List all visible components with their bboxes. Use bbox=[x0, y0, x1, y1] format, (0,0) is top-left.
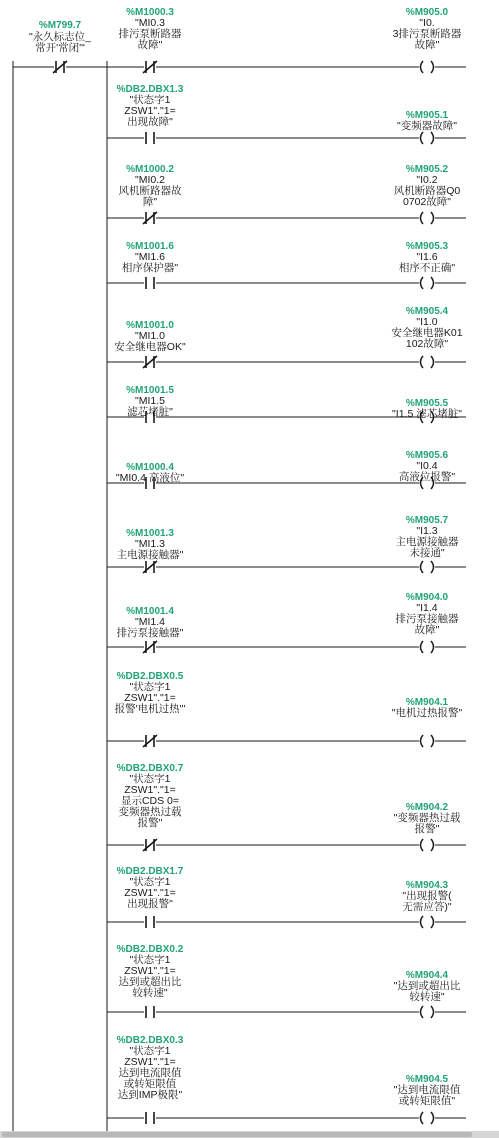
contact-label: "状态字1 ZSW1"."1= 达到电流限值 或转矩限值 达到IMP极限" bbox=[117, 1045, 183, 1101]
permissive-contact[interactable] bbox=[53, 61, 67, 73]
contact-address: %M1001.5 bbox=[126, 385, 174, 396]
contact-label: "MI1.5 滤芯堵脏" bbox=[127, 395, 173, 418]
coil-label: "达到电流限值 或转矩限值" bbox=[393, 1084, 461, 1107]
contact-address: %M1000.2 bbox=[126, 164, 174, 175]
coil-8[interactable] bbox=[421, 561, 434, 573]
contact-address: %M1001.6 bbox=[126, 241, 174, 252]
coil-label: "出现报警( 无需应答)" bbox=[402, 890, 452, 913]
contact-address: %M1000.4 bbox=[126, 462, 174, 473]
contact-label: "状态字1 ZSW1"."1= 出现故障" bbox=[124, 94, 176, 128]
contact-address: %M1000.3 bbox=[126, 7, 174, 18]
coil-address: %M904.5 bbox=[405, 1074, 449, 1085]
coil-address: %M905.3 bbox=[405, 241, 449, 252]
contact-address: %DB2.DBX0.3 bbox=[116, 1035, 184, 1046]
coil-label: "I0.2 风机断路器Q0 0702故障" bbox=[393, 174, 461, 208]
contact-label: "状态字1 ZSW1"."1= 达到或超出比 较转速" bbox=[118, 954, 182, 999]
coil-address: %M905.2 bbox=[405, 164, 449, 175]
coil-address: %M904.1 bbox=[405, 697, 449, 708]
contact-address: %DB2.DBX0.2 bbox=[116, 944, 184, 955]
contact-4[interactable] bbox=[146, 277, 154, 289]
contact-8[interactable] bbox=[143, 561, 157, 573]
coil-label: "I0. 3排污泵断路器 故障" bbox=[392, 17, 462, 51]
coil-3[interactable] bbox=[421, 212, 434, 224]
contact-2[interactable] bbox=[146, 132, 154, 144]
coil-2[interactable] bbox=[421, 132, 434, 144]
coil-address: %M905.1 bbox=[405, 110, 449, 121]
coil-address: %M904.4 bbox=[405, 970, 449, 981]
coil-address: %M905.4 bbox=[405, 306, 449, 317]
coil-label: "I1.6 相序不正确" bbox=[398, 251, 456, 274]
scrollbar-thumb[interactable] bbox=[2, 1132, 472, 1137]
contact-label: "状态字1 ZSW1"."1= 出现报警" bbox=[124, 876, 176, 910]
coil-9[interactable] bbox=[421, 641, 434, 653]
coil-13[interactable] bbox=[421, 1006, 434, 1018]
contact-label: "MI1.6 相序保护器" bbox=[121, 251, 179, 274]
coil-address: %M905.7 bbox=[405, 515, 449, 526]
contact-address: %M1001.4 bbox=[126, 606, 174, 617]
contact-9[interactable] bbox=[143, 641, 157, 653]
coil-12[interactable] bbox=[421, 916, 434, 928]
contact-3[interactable] bbox=[143, 212, 157, 224]
permissive-address: %M799.7 bbox=[38, 20, 82, 31]
coil-10[interactable] bbox=[421, 735, 434, 747]
contact-label: "状态字1 ZSW1"."1= 显示CDS 0= 变频器热过载 报警" bbox=[118, 773, 182, 829]
coil-address: %M904.2 bbox=[405, 802, 449, 813]
coil-11[interactable] bbox=[421, 839, 434, 851]
contact-label: "状态字1 ZSW1"."1= 报警'电机过热'" bbox=[114, 681, 186, 715]
contact-address: %DB2.DBX1.3 bbox=[116, 84, 184, 95]
contact-1[interactable] bbox=[143, 61, 157, 73]
contact-5[interactable] bbox=[143, 356, 157, 368]
contact-address: %DB2.DBX0.7 bbox=[116, 763, 184, 774]
horizontal-scrollbar[interactable] bbox=[0, 1131, 499, 1138]
coil-address: %M905.6 bbox=[405, 450, 449, 461]
contact-14[interactable] bbox=[146, 1112, 154, 1124]
coil-label: "I1.0 安全继电器K01 102故障" bbox=[391, 316, 463, 350]
coil-label: "I1.4 排污泵接触器 故障" bbox=[395, 602, 459, 636]
contact-label: "MI0.3 排污泵断路器 故障" bbox=[118, 17, 182, 51]
coil-label: "变频器热过载 报警" bbox=[393, 812, 461, 835]
contact-address: %DB2.DBX1.7 bbox=[116, 866, 184, 877]
coil-4[interactable] bbox=[421, 277, 434, 289]
contact-label: "MI1.4 排污泵接触器" bbox=[116, 616, 184, 639]
coil-address: %M905.0 bbox=[405, 7, 449, 18]
coil-label: "I0.4 高液位报警" bbox=[398, 460, 456, 483]
contact-10[interactable] bbox=[143, 735, 157, 747]
contact-12[interactable] bbox=[146, 916, 154, 928]
permissive-label: "永久标志位_ 常开'常闭'" bbox=[28, 31, 92, 54]
contact-address: %M1001.3 bbox=[126, 528, 174, 539]
contact-address: %DB2.DBX0.5 bbox=[116, 671, 184, 682]
coil-label: "变频器故障" bbox=[397, 120, 457, 132]
coil-label: "达到或超出比 较转速" bbox=[393, 980, 461, 1003]
coil-label: "I1.3 主电源接触器 未接通" bbox=[395, 525, 459, 559]
contact-label: "MI0.4 高液位" bbox=[115, 472, 185, 484]
coil-address: %M905.5 bbox=[405, 398, 449, 409]
contact-label: "MI1.3 主电源接触器" bbox=[116, 538, 184, 561]
contact-label: "MI1.0 安全继电器OK" bbox=[114, 330, 186, 353]
coil-label: "电机过热报警" bbox=[391, 707, 463, 719]
coil-14[interactable] bbox=[421, 1112, 434, 1124]
contact-label: "MI0.2 风机断路器故 障" bbox=[118, 174, 182, 208]
contact-11[interactable] bbox=[143, 839, 157, 851]
coil-1[interactable] bbox=[421, 61, 434, 73]
coil-5[interactable] bbox=[421, 356, 434, 368]
coil-label: "I1.5 滤芯堵脏" bbox=[392, 408, 462, 420]
coil-address: %M904.3 bbox=[405, 880, 449, 891]
contact-address: %M1001.0 bbox=[126, 320, 174, 331]
contact-13[interactable] bbox=[146, 1006, 154, 1018]
coil-address: %M904.0 bbox=[405, 592, 449, 603]
